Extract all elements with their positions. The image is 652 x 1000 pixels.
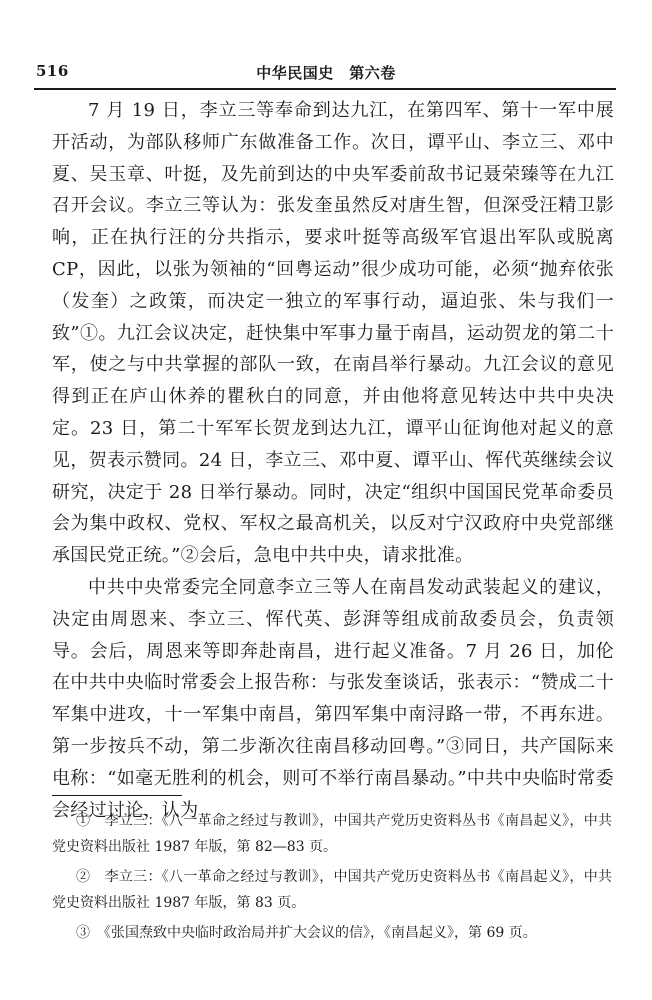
page-number: 516: [36, 62, 69, 80]
body-text: [52, 95, 614, 826]
footnote-rule: [52, 795, 182, 796]
body-paragraph-2: 中共中央常委完全同意李立三等人在南昌发动武装起义的建议，决定由周恩来、李立三、恽代英、彭湃等组成前敌委员会，负责领导。会后，周恩来等即奔赴南昌，进行起义准备。7 月 26 日，加伦在中共中央临时常委会上报告称：与张发奎谈话，张表示：“赞成二十军集中进攻，十一军集中南昌，第四军集中南浔路一带，不再东进。第一步按兵不动，第二步渐次往南昌移动回粤。”③同日，共产国际来电称：“如毫无胜利的机会，则可不举行南昌暴动。”中共中央临时常委会经过讨论，认为: [52, 576, 614, 821]
footnotes: [52, 808, 612, 950]
footnote-3: ③ 《张国焘致中央临时政治局并扩大会议的信》，《南昌起义》，第 69 页。: [76, 925, 537, 941]
footnote-1: ① 李立三：《八一革命之经过与教训》，中国共产党历史资料丛书《南昌起义》，中共党史资料出版社 1987 年版，第 82—83 页。: [52, 813, 612, 855]
body-paragraph-1: 7 月 19 日，李立三等奉命到达九江，在第四军、第十一军中展开活动，为部队移师广东做准备工作。次日，谭平山、李立三、邓中夏、吴玉章、叶挺，及先前到达的中央军委前敌书记聂荣臻等在九江召开会议。李立三等认为：张发奎虽然反对唐生智，但深受汪精卫影响，正在执行汪的分共指示，要求叶挺等高级军官退出军队或脱离 CP，因此，以张为领袖的“回粤运动”很少成功可能，必须“抛弃依张（发奎）之政策，而决定一独立的军事行动，逼迫张、朱与我们一致”①。九江会议决定，赶快集中军事力量于南昌，运动贺龙的第二十军，使之与中共掌握的部队一致，在南昌举行暴动。九江会议的意见得到正在庐山休养的瞿秋白的同意，并由他将意见转达中共中央决定。23 日，第二十军军长贺龙到达九江，谭平山征询他对起义的意见，贺表示赞同。24 日，李立三、邓中夏、谭平山、恽代英继续会议研究，决定于 28 日举行暴动。同时，决定“组织中国国民党革命委员会为集中政权、党权、军权之最高机关，以反对宁汉政府中央党部继承国民党正统。”②会后，急电中共中央，请求批准。: [52, 100, 614, 567]
running-title: 中华民国史 第六卷: [256, 64, 396, 82]
footnote-2: ② 李立三：《八一革命之经过与教训》，中国共产党历史资料丛书《南昌起义》，中共党史资料出版社 1987 年版，第 83 页。: [52, 869, 612, 911]
header-rule: [34, 88, 616, 90]
